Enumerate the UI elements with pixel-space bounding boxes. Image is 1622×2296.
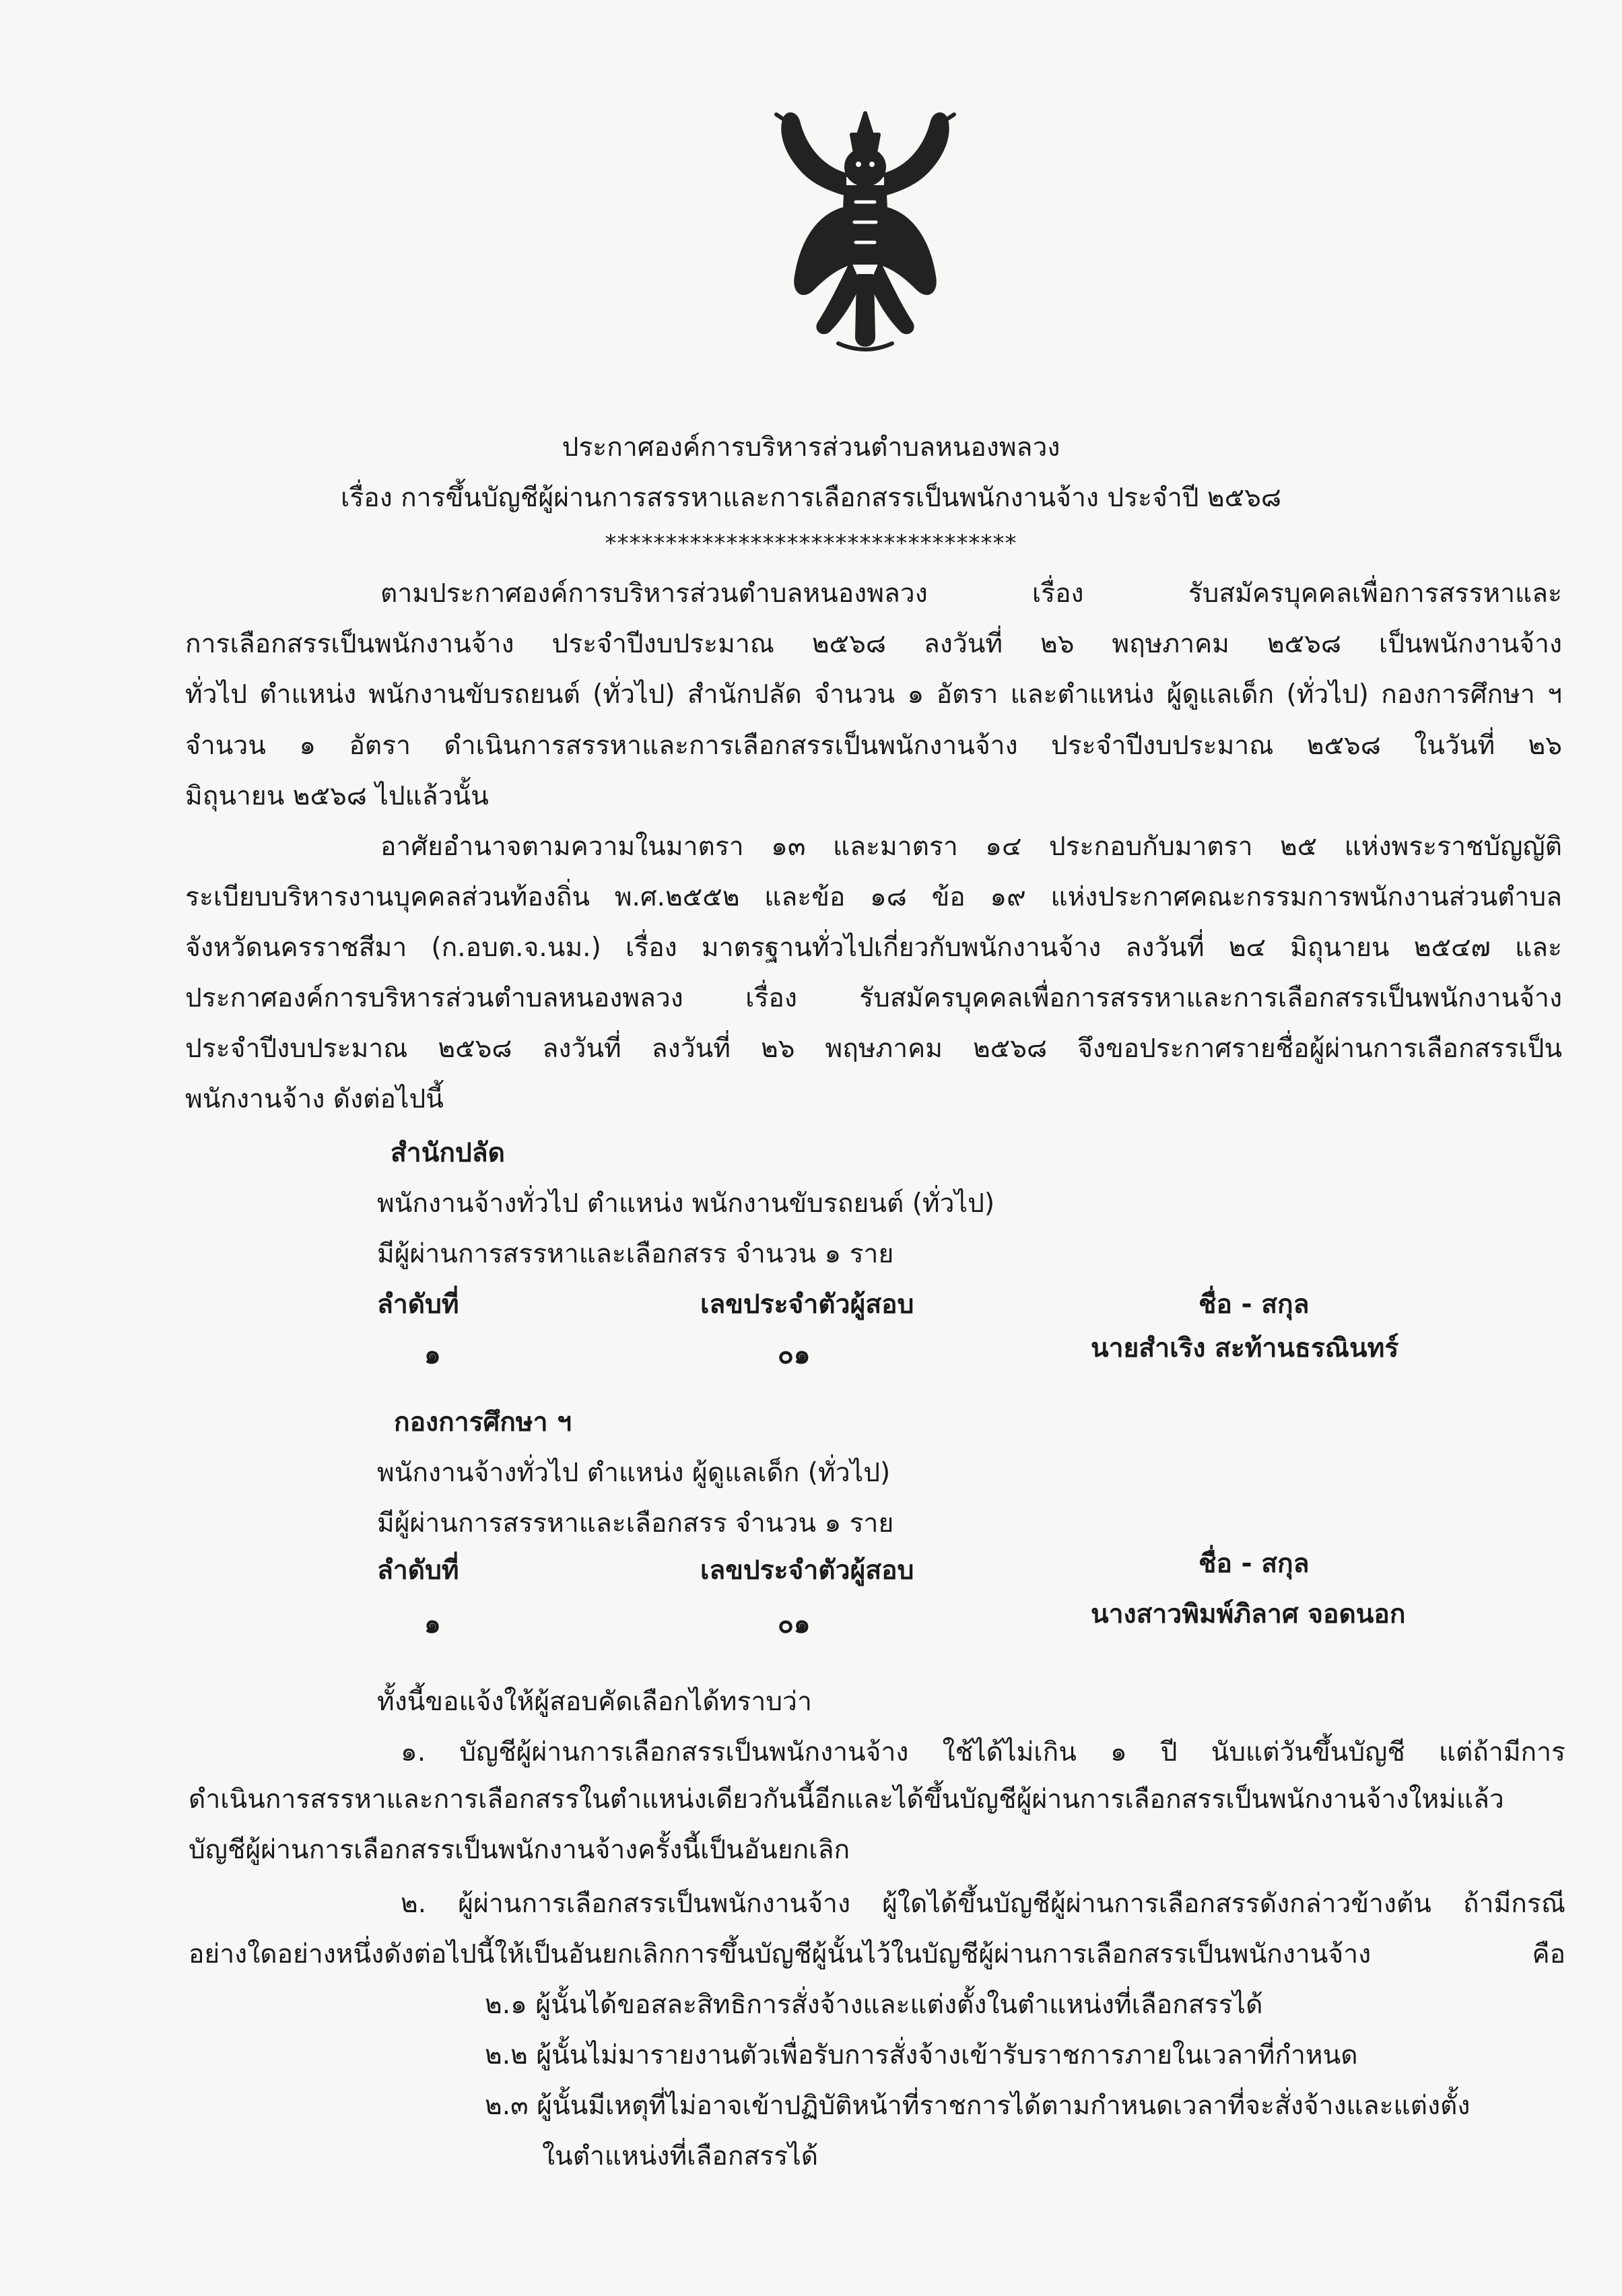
para2-line-4: ประกาศองค์การบริหารส่วนตำบลหนองพลวง เรื่อง รับสมัครบุคคลเพื่อการสรรหาและการเลือกสรรเป็นพนักงานจ้าง <box>185 983 1562 1013</box>
department-heading: กองการศึกษา ฯ <box>394 1407 572 1438</box>
position-line: พนักงานจ้างทั่วไป ตำแหน่ง ผู้ดูแลเด็ก (ทั่วไป) <box>377 1458 891 1488</box>
col-header-exam-id: เลขประจำตัวผู้สอบ <box>700 1289 914 1320</box>
notice-sub-2: ๒.๒ ผู้นั้นไม่มารายงานตัวเพื่อรับการสั่งจ้างเข้ารับราชการภายในเวลาที่กำหนด <box>485 2040 1358 2070</box>
notice-item1-line-2: ดำเนินการสรรหาและการเลือกสรรในตำแหน่งเดียวกันนี้อีกและได้ขึ้นบัญชีผู้ผ่านการเลือกสรรเป็นพนักงานจ้างใหม่แล้ว <box>189 1784 1504 1815</box>
notice-item2-line-1: ๒. ผู้ผ่านการเลือกสรรเป็นพนักงานจ้าง ผู้ใดได้ขึ้นบัญชีผู้ผ่านการเลือกสรรดังกล่าวข้างต้น ถ้ามีกรณี <box>401 1889 1565 1919</box>
row-name: นางสาวพิมพ์ภิลาศ จอดนอก <box>1091 1599 1406 1629</box>
count-line: มีผู้ผ่านการสรรหาและเลือกสรร จำนวน ๑ ราย <box>377 1508 894 1539</box>
department-heading: สำนักปลัด <box>391 1138 505 1168</box>
row-exam-id: ๐๑ <box>778 1609 811 1640</box>
para2-line-1: อาศัยอำนาจตามความในมาตรา ๑๓ และมาตรา ๑๔ ประกอบกับมาตรา ๒๕ แห่งพระราชบัญญัติ <box>380 832 1562 862</box>
row-order: ๑ <box>424 1609 441 1640</box>
row-exam-id: ๐๑ <box>778 1340 811 1370</box>
para1-line-4: จำนวน ๑ อัตรา ดำเนินการสรรหาและการเลือกสรรเป็นพนักงานจ้าง ประจำปีงบประมาณ ๒๕๖๘ ในวันที่ ๒๖ <box>185 731 1562 761</box>
col-header-name: ชื่อ - สกุล <box>1198 1549 1310 1579</box>
notice-item1-line-3: บัญชีผู้ผ่านการเลือกสรรเป็นพนักงานจ้างครั้งนี้เป็นอันยกเลิก <box>189 1835 850 1865</box>
notice-item2-line-2: อย่างใดอย่างหนึ่งดังต่อไปนี้ให้เป็นอันยกเลิกการขึ้นบัญชีผู้นั้นไว้ในบัญชีผู้ผ่านการเลือกสรรเป็นพนักงานจ้าง คือ <box>189 1939 1565 1969</box>
notice-intro: ทั้งนี้ขอแจ้งให้ผู้สอบคัดเลือกได้ทราบว่า <box>377 1687 812 1717</box>
count-line: มีผู้ผ่านการสรรหาและเลือกสรร จำนวน ๑ ราย <box>377 1239 894 1269</box>
subject-title: เรื่อง การขึ้นบัญชีผู้ผ่านการสรรหาและการเลือกสรรเป็นพนักงานจ้าง ประจำปี ๒๕๖๘ <box>341 483 1281 513</box>
notice-sub-3-line-2: ในตำแหน่งที่เลือกสรรได้ <box>542 2141 819 2171</box>
separator-line: ********************************** <box>605 530 1017 557</box>
para2-line-5: ประจำปีงบประมาณ ๒๕๖๘ ลงวันที่ ลงวันที่ ๒๖ พฤษภาคม ๒๕๖๘ จึงขอประกาศรายชื่อผู้ผ่านการเลือกสรรเป็น <box>185 1034 1563 1064</box>
col-header-name: ชื่อ - สกุล <box>1198 1289 1310 1320</box>
para1-line-2: การเลือกสรรเป็นพนักงานจ้าง ประจำปีงบประมาณ ๒๕๖๘ ลงวันที่ ๒๖ พฤษภาคม ๒๕๖๘ เป็นพนักงานจ้าง <box>185 629 1562 659</box>
para2-line-3: จังหวัดนครราชสีมา (ก.อบต.จ.นม.) เรื่อง มาตรฐานทั่วไปเกี่ยวกับพนักงานจ้าง ลงวันที่ ๒๔ มิถุนายน ๒๕๔๗ และ <box>185 933 1562 963</box>
col-header-order: ลำดับที่ <box>377 1555 459 1586</box>
row-order: ๑ <box>424 1340 441 1370</box>
col-header-exam-id: เลขประจำตัวผู้สอบ <box>700 1555 914 1586</box>
notice-item1-line-1: ๑. บัญชีผู้ผ่านการเลือกสรรเป็นพนักงานจ้าง ใช้ได้ไม่เกิน ๑ ปี นับแต่วันขึ้นบัญชี แต่ถ้ามีการ <box>401 1737 1565 1767</box>
para2-line-2: ระเบียบบริหารงานบุคคลส่วนท้องถิ่น พ.ศ.๒๕๕๒ และข้อ ๑๘ ข้อ ๑๙ แห่งประกาศคณะกรรมการพนักงานส่วนตำบล <box>185 882 1562 912</box>
issuer-title: ประกาศองค์การบริหารส่วนตำบลหนองพลวง <box>562 432 1060 463</box>
para1-line-5: มิถุนายน ๒๕๖๘ ไปแล้วนั้น <box>185 781 489 811</box>
notice-sub-3-line-1: ๒.๓ ผู้นั้นมีเหตุที่ไม่อาจเข้าปฏิบัติหน้าที่ราชการได้ตามกำหนดเวลาที่จะสั่งจ้างและแต่งตั้ง <box>485 2091 1471 2121</box>
row-name: นายสำเริง สะท้านธรณินทร์ <box>1091 1333 1399 1363</box>
col-header-order: ลำดับที่ <box>377 1289 459 1320</box>
para2-line-6: พนักงานจ้าง ดังต่อไปนี้ <box>185 1084 444 1114</box>
garuda-emblem-icon <box>757 108 973 357</box>
position-line: พนักงานจ้างทั่วไป ตำแหน่ง พนักงานขับรถยนต์ (ทั่วไป) <box>377 1188 995 1219</box>
notice-sub-1: ๒.๑ ผู้นั้นได้ขอสละสิทธิการสั่งจ้างและแต่งตั้งในตำแหน่งที่เลือกสรรได้ <box>485 1990 1263 2020</box>
para1-line-1: ตามประกาศองค์การบริหารส่วนตำบลหนองพลวง เรื่อง รับสมัครบุคคลเพื่อการสรรหาและ <box>380 578 1562 609</box>
para1-line-3: ทั่วไป ตำแหน่ง พนักงานขับรถยนต์ (ทั่วไป) สำนักปลัด จำนวน ๑ อัตรา และตำแหน่ง ผู้ดูแลเด็ก (ทั่วไป) กองการศึกษา ฯ <box>185 679 1562 710</box>
